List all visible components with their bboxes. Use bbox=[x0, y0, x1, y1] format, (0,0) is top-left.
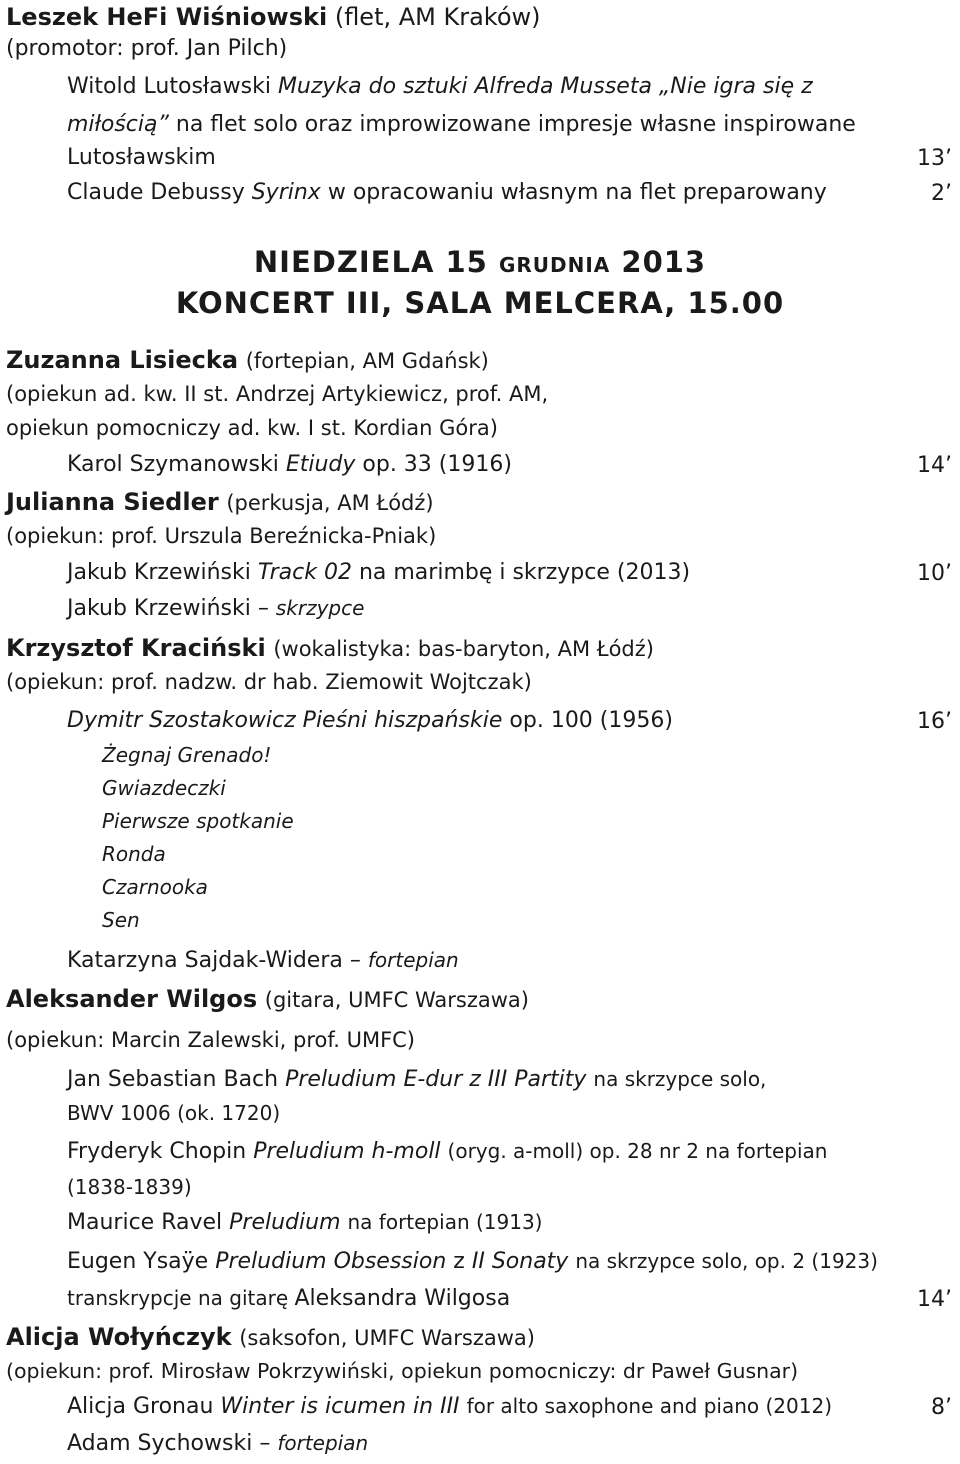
work-line bbox=[67, 710, 673, 732]
performer-name: Julianna Siedler bbox=[6, 488, 219, 516]
supervisor: (opiekun: prof. Mirosław Pokrzywiński, opiekun pomocniczy: dr Paweł Gusnar) bbox=[6, 1359, 799, 1383]
work-line bbox=[67, 454, 512, 476]
work-description: op. 33 (1916) bbox=[362, 452, 512, 477]
accompanist-name: Adam Sychowski bbox=[67, 1431, 253, 1456]
composer: Claude Debussy bbox=[67, 180, 245, 205]
supervisor: opiekun pomocniczy ad. kw. I st. Kordian Góra) bbox=[6, 416, 498, 440]
work-description: BWV 1006 (ok. 1720) bbox=[67, 1101, 281, 1125]
accompanist-line bbox=[67, 1433, 368, 1455]
duration: 8’ bbox=[931, 1395, 952, 1420]
work-description: na marimbę i skrzypce (2013) bbox=[358, 560, 691, 585]
work-description: na flet solo oraz improwizowane impresje własne inspirowane bbox=[175, 112, 856, 137]
work-description: Lutosławskim bbox=[67, 145, 216, 170]
duration: 14’ bbox=[917, 453, 952, 478]
accompanist-role: skrzypce bbox=[275, 596, 365, 620]
work-description: transkrypcje na gitarę bbox=[67, 1286, 289, 1310]
song-item: Żegnaj Grenado! bbox=[102, 743, 272, 767]
work-title: Preludium Obsession bbox=[215, 1249, 447, 1274]
song-item: Sen bbox=[102, 908, 140, 932]
performer-name: Aleksander Wilgos bbox=[6, 985, 258, 1013]
work-title: Syrinx bbox=[251, 180, 321, 205]
work-line bbox=[67, 1141, 827, 1163]
composer: Eugen Ysaÿe bbox=[67, 1249, 209, 1274]
dash: – bbox=[257, 596, 269, 621]
work-line bbox=[67, 182, 827, 204]
song-item: Gwiazdeczki bbox=[102, 776, 226, 800]
performer-name: Alicja Wołyńczyk bbox=[6, 1323, 232, 1351]
work-title: Preludium h-moll bbox=[253, 1139, 441, 1164]
composer: Alicja Gronau bbox=[67, 1394, 214, 1419]
song-item: Pierwsze spotkanie bbox=[102, 809, 294, 833]
work-connector: z bbox=[453, 1249, 465, 1274]
performer-line bbox=[6, 5, 541, 29]
performer-line bbox=[6, 348, 489, 372]
performer-info: (saksofon, UMFC Warszawa) bbox=[239, 1326, 535, 1350]
performer-name: Zuzanna Lisiecka bbox=[6, 346, 239, 374]
work-title: miłością” bbox=[67, 112, 169, 137]
work-description: na fortepian (1913) bbox=[347, 1210, 543, 1234]
work-title: Etiudy bbox=[285, 452, 356, 477]
work-line bbox=[67, 1288, 510, 1310]
arranger-name: Aleksandra Wilgosa bbox=[294, 1286, 511, 1311]
work-title: Track 02 bbox=[257, 560, 352, 585]
accompanist-name: Katarzyna Sajdak-Widera bbox=[67, 948, 343, 973]
work-description: for alto saxophone and piano (2012) bbox=[466, 1394, 833, 1418]
composer: Karol Szymanowski bbox=[67, 452, 279, 477]
accompanist-line bbox=[67, 598, 364, 620]
work-description: w opracowaniu własnym na flet preparowany bbox=[327, 180, 827, 205]
work-description: na skrzypce solo, bbox=[593, 1067, 767, 1091]
supervisor: (opiekun ad. kw. II st. Andrzej Artykiewicz, prof. AM, bbox=[6, 382, 549, 406]
work-title: Pieśni hiszpańskie bbox=[302, 708, 503, 733]
song-item: Ronda bbox=[102, 842, 166, 866]
supervisor: (opiekun: prof. nadzw. dr hab. Ziemowit Wojtczak) bbox=[6, 670, 532, 694]
duration: 10’ bbox=[917, 561, 952, 586]
work-title: Winter is icumen in III bbox=[220, 1394, 460, 1419]
work-line bbox=[67, 1212, 542, 1234]
date-year: 2013 bbox=[621, 245, 707, 279]
composer: Jakub Krzewiński bbox=[67, 560, 251, 585]
dash: – bbox=[349, 948, 361, 973]
work-title: II Sonaty bbox=[471, 1249, 569, 1274]
performer-info: (fortepian, AM Gdańsk) bbox=[245, 349, 489, 373]
accompanist-role: fortepian bbox=[367, 948, 459, 972]
work-description: op. 100 (1956) bbox=[509, 708, 673, 733]
supervisor: (opiekun: prof. Urszula Bereźnicka-Pniak) bbox=[6, 524, 437, 548]
composer: Jan Sebastian Bach bbox=[67, 1067, 279, 1092]
work-line bbox=[67, 562, 690, 584]
work-description: (oryg. a-moll) op. 28 nr 2 na fortepian bbox=[447, 1139, 828, 1163]
supervisor: (promotor: prof. Jan Pilch) bbox=[6, 36, 288, 61]
accompanist-role: fortepian bbox=[277, 1431, 369, 1455]
concert-date-heading bbox=[0, 245, 960, 279]
duration: 16’ bbox=[917, 709, 952, 734]
composer: Witold Lutosławski bbox=[67, 74, 271, 99]
work-title: Muzyka do sztuki Alfreda Musseta „Nie igra się z bbox=[277, 74, 813, 99]
performer-line bbox=[6, 987, 529, 1011]
performer-info: (wokalistyka: bas-baryton, AM Łódź) bbox=[273, 637, 654, 661]
duration: 13’ bbox=[917, 146, 952, 171]
date-month: grudnia bbox=[498, 245, 611, 279]
composer: Dymitr Szostakowicz bbox=[67, 708, 296, 733]
performer-info: (flet, AM Kraków) bbox=[334, 3, 541, 31]
concert-title-heading: KONCERT III, SALA MELCERA, 15.00 bbox=[175, 286, 785, 320]
work-description: na skrzypce solo, op. 2 (1923) bbox=[575, 1249, 878, 1273]
work-title: Preludium E-dur z III Partity bbox=[285, 1067, 587, 1092]
date-text: NIEDZIELA 15 bbox=[253, 245, 488, 279]
performer-info: (perkusja, AM Łódź) bbox=[226, 491, 434, 515]
work-line bbox=[67, 1396, 832, 1418]
composer: Fryderyk Chopin bbox=[67, 1139, 247, 1164]
performer-line bbox=[6, 1325, 535, 1349]
composer: Maurice Ravel bbox=[67, 1210, 223, 1235]
performer-name: Leszek HeFi Wiśniowski bbox=[6, 3, 328, 31]
accompanist-name: Jakub Krzewiński bbox=[67, 596, 251, 621]
work-description: (1838-1839) bbox=[67, 1175, 192, 1199]
performer-info: (gitara, UMFC Warszawa) bbox=[264, 988, 529, 1012]
work-title: Preludium bbox=[229, 1210, 341, 1235]
performer-line bbox=[6, 490, 434, 514]
duration: 14’ bbox=[917, 1287, 952, 1312]
song-item: Czarnooka bbox=[102, 875, 208, 899]
work-line bbox=[67, 114, 856, 136]
duration: 2’ bbox=[931, 181, 952, 206]
work-line bbox=[67, 76, 813, 98]
supervisor: (opiekun: Marcin Zalewski, prof. UMFC) bbox=[6, 1028, 415, 1052]
dash: – bbox=[259, 1431, 271, 1456]
work-line bbox=[67, 1251, 878, 1273]
performer-name: Krzysztof Kraciński bbox=[6, 634, 266, 662]
accompanist-line bbox=[67, 950, 459, 972]
work-line bbox=[67, 1069, 766, 1091]
performer-line bbox=[6, 636, 654, 660]
